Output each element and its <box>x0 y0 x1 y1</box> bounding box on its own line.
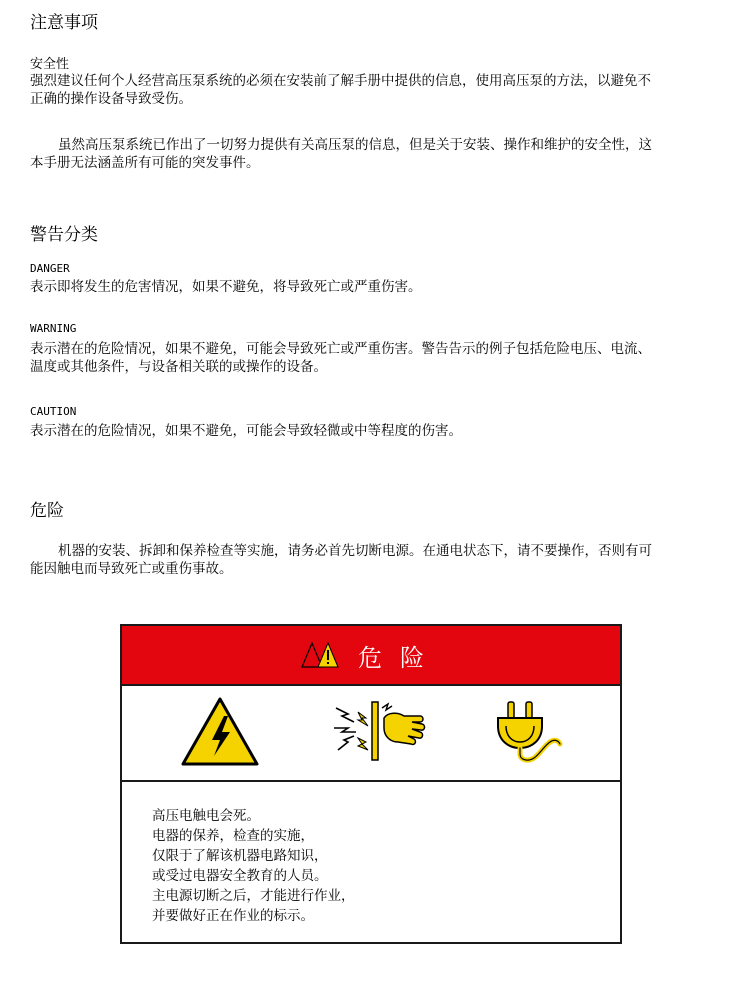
safety-line: 强烈建议任何个人经营高压泵系统的必须在安装前了解手册中提供的信息，使用高压泵的方法，以避免不 <box>30 73 651 89</box>
danger-title: 危险 <box>30 501 64 521</box>
sign-line: 或受过电器安全教育的人员。 <box>152 868 328 884</box>
electric-hazard-icon <box>180 696 260 768</box>
electric-shock-hand-icon <box>328 698 428 766</box>
unplug-icon <box>488 698 568 766</box>
caution-code: CAUTION <box>30 405 77 418</box>
danger-description: 表示即将发生的危害情况，如果不避免，将导致死亡或严重伤害。 <box>30 279 422 295</box>
sign-text <box>152 806 355 926</box>
danger-code: DANGER <box>30 262 70 275</box>
danger-paragraph-line: 能因触电而导致死亡或重伤事故。 <box>30 561 233 577</box>
safety-label: 安全性 <box>30 57 70 72</box>
sign-line: 仅限于了解该机器电路知识， <box>152 848 328 864</box>
warning-line: 表示潜在的危险情况，如果不避免，可能会导致死亡或严重伤害。警告告示的例子包括危险电压、电流、 <box>30 341 651 357</box>
warning-code: WARNING <box>30 322 77 335</box>
safety-line: 正确的操作设备导致受伤。 <box>30 91 192 107</box>
safety-paragraph <box>30 72 740 108</box>
sign-header <box>122 626 620 686</box>
notes-paragraph <box>30 136 740 172</box>
caution-description: 表示潜在的危险情况，如果不避免，可能会导致轻微或中等程度的伤害。 <box>30 423 462 439</box>
danger-paragraph-line: 机器的安装、拆卸和保养检查等实施，请务必首先切断电源。在通电状态下，请不要操作，否则有可 <box>58 543 652 559</box>
warning-triangle-icon <box>300 640 344 670</box>
warning-description <box>30 340 740 376</box>
sign-line: 并要做好正在作业的标示。 <box>152 908 314 924</box>
sign-icons <box>122 686 620 782</box>
sign-header-title: 危险 <box>358 643 442 672</box>
warning-line: 温度或其他条件，与设备相关联的或操作的设备。 <box>30 359 327 375</box>
sign-line: 高压电触电会死。 <box>152 808 260 824</box>
notes-paragraph-line: 本手册无法涵盖所有可能的突发事件。 <box>30 155 260 171</box>
notes-paragraph-line: 虽然高压泵系统已作出了一切努力提供有关高压泵的信息，但是关于安装、操作和维护的安全性，这 <box>58 137 652 153</box>
danger-sign <box>120 624 622 944</box>
sign-line: 电器的保养，检查的实施， <box>152 828 314 844</box>
notes-title: 注意事项 <box>30 13 98 33</box>
sign-line: 主电源切断之后，才能进行作业， <box>152 888 355 904</box>
danger-paragraph <box>30 542 740 578</box>
classification-title: 警告分类 <box>30 225 98 245</box>
